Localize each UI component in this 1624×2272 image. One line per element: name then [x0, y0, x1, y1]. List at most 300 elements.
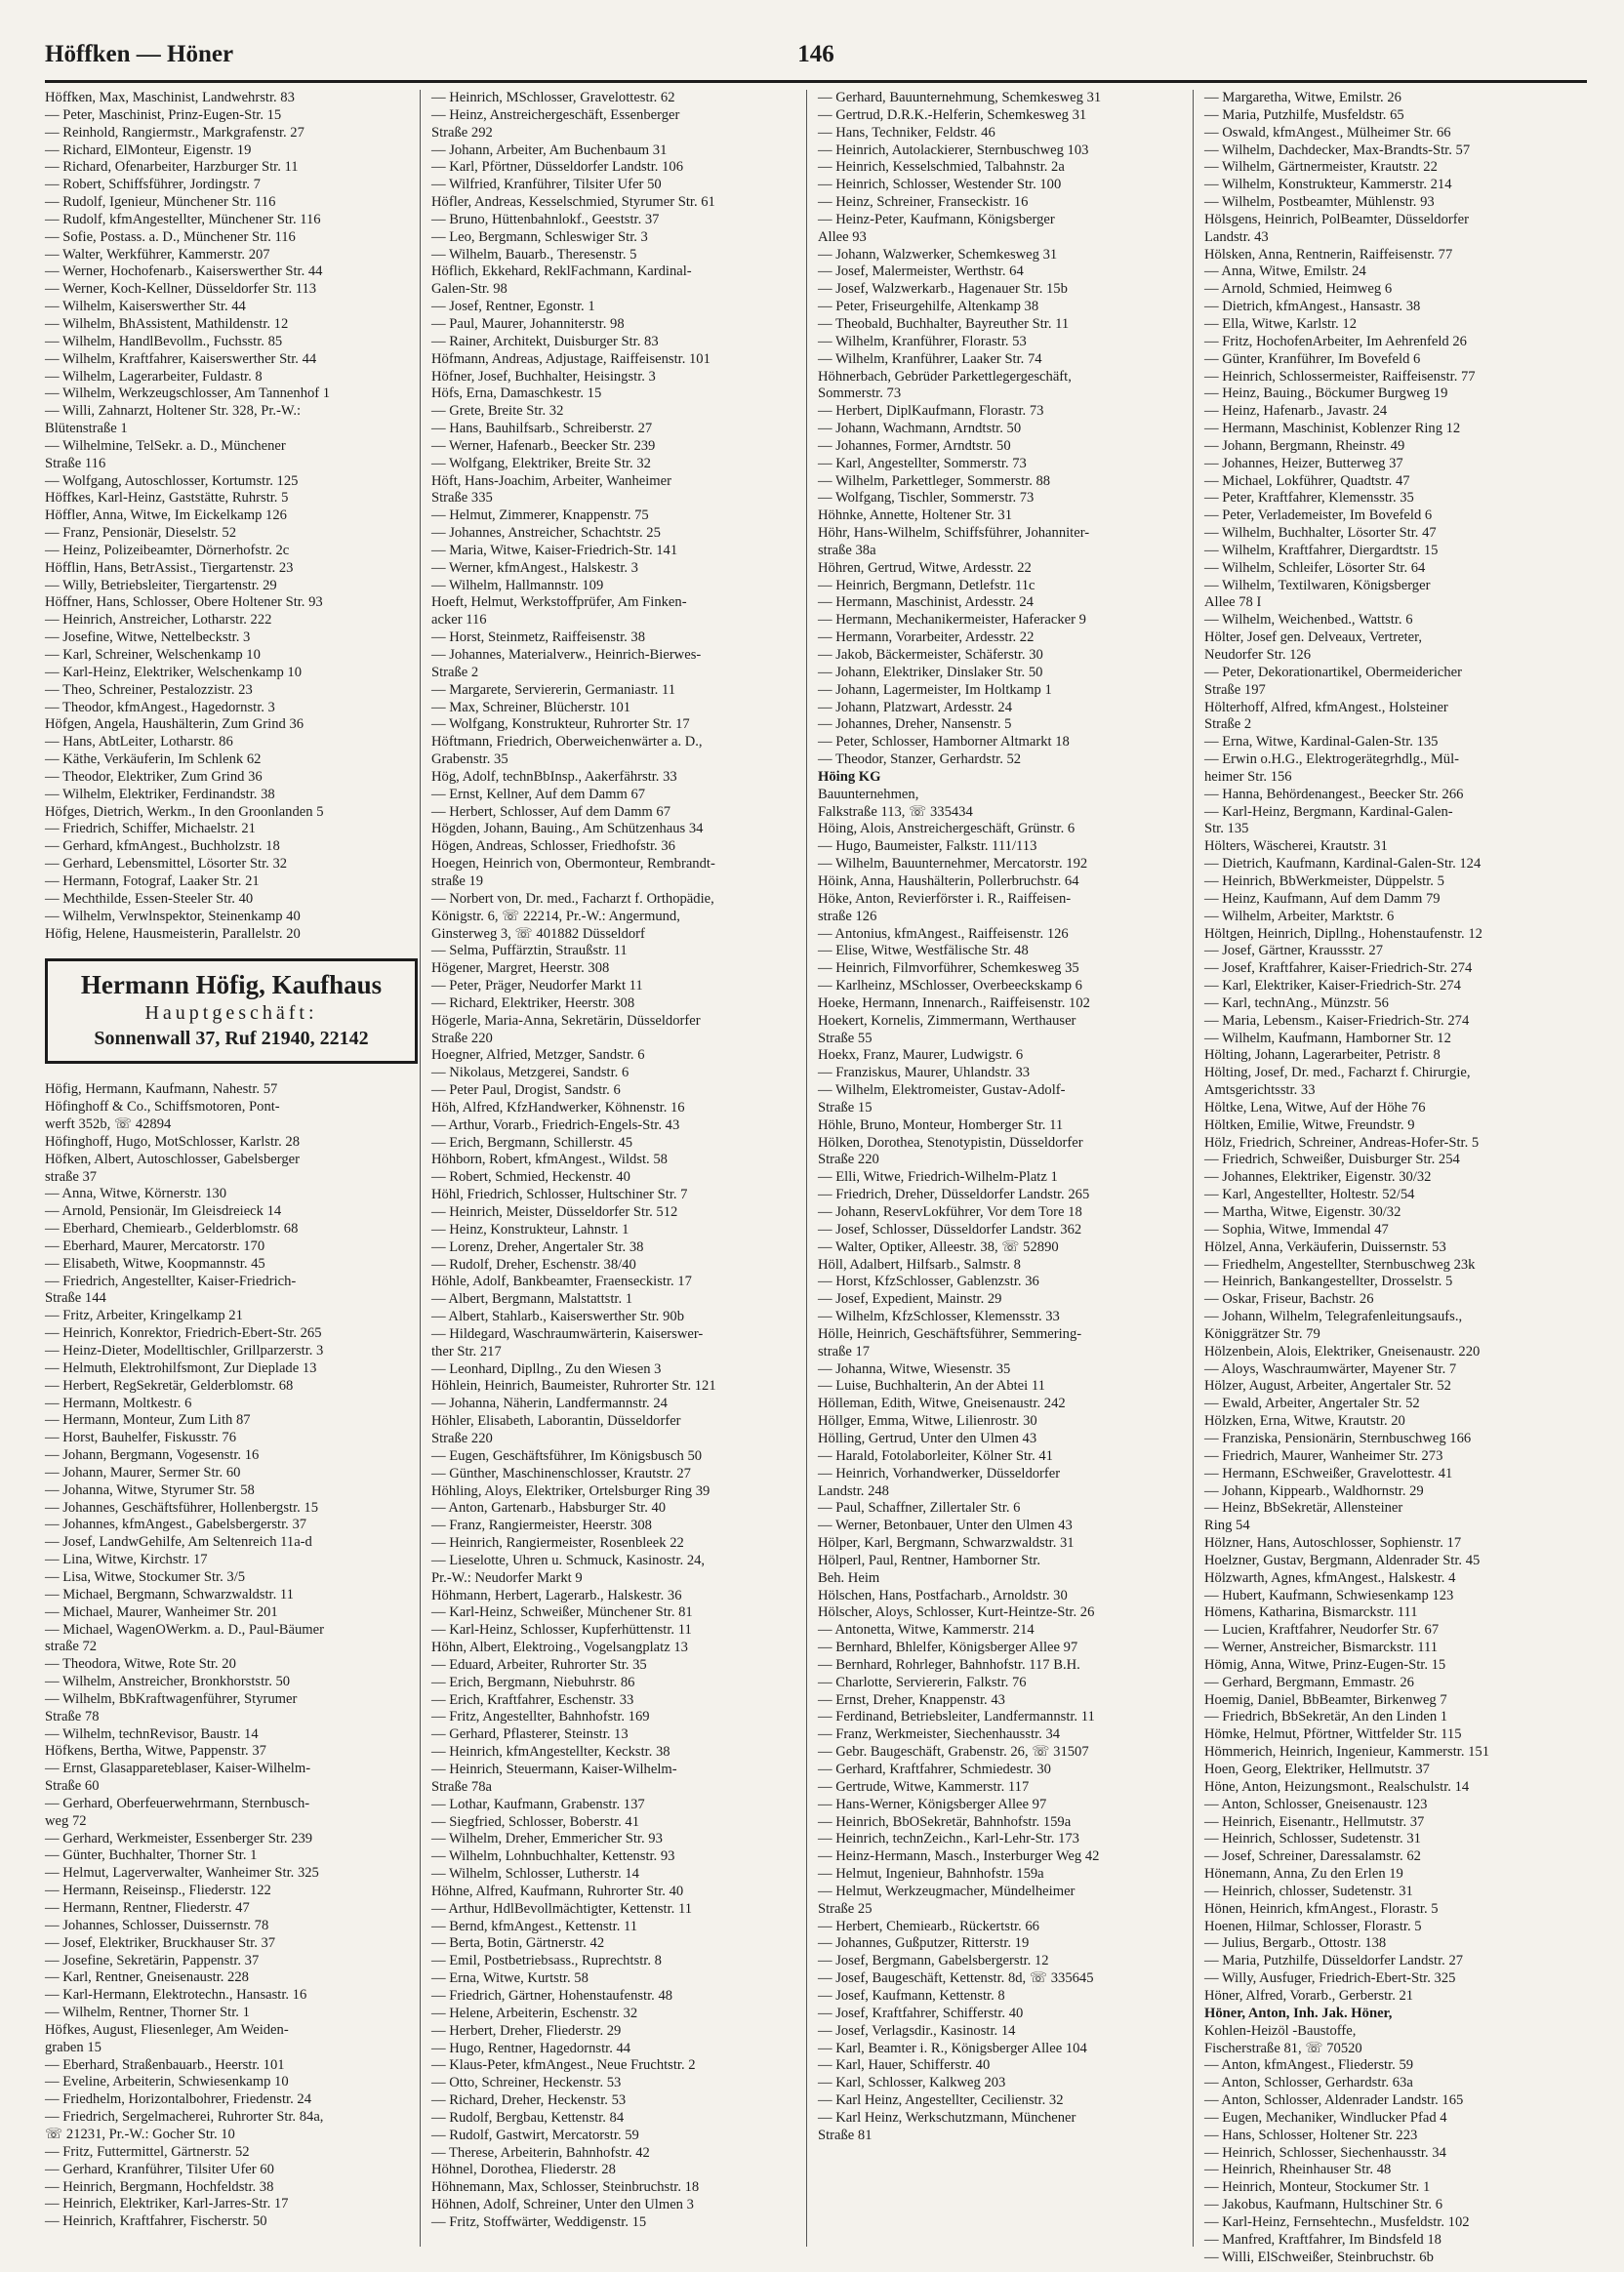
directory-entry: Hoemig, Daniel, BbBeamter, Birkenweg 7: [1204, 1691, 1447, 1708]
directory-entry: — Wilhelm, KfzSchlosser, Klemensstr. 33: [818, 1309, 1060, 1325]
directory-entry: Högener, Margret, Heerstr. 308: [431, 960, 610, 977]
directory-entry: — Johann, Kippearb., Waldhornstr. 29: [1204, 1482, 1424, 1499]
directory-entry: Höfken, Albert, Autoschlosser, Gabelsberger: [45, 1151, 300, 1167]
directory-entry: — Wolfgang, Autoschlosser, Kortumstr. 125: [45, 472, 299, 489]
directory-entry: — Wilhelm, Kaiserswerther Str. 44: [45, 299, 246, 315]
directory-entry: Högen, Andreas, Schlosser, Friedhofstr. 36: [431, 838, 675, 855]
directory-entry: — Helmut, Ingenieur, Bahnhofstr. 159a: [818, 1866, 1044, 1883]
directory-entry: — Eveline, Arbeiterin, Schwiesenkamp 10: [45, 2074, 289, 2090]
directory-entry: — Josef, Baugeschäft, Kettenstr. 8d, ☏ 335645: [818, 1970, 1094, 1987]
directory-entry: — Rudolf, Igenieur, Münchener Str. 116: [45, 194, 276, 211]
directory-entry: — Theobald, Buchhalter, Bayreuther Str. 11: [818, 315, 1070, 332]
directory-entry: Höfig, Helene, Hausmeisterin, Parallelstr. 20: [45, 925, 301, 942]
directory-entry: — Karl, Angestellter, Sommerstr. 73: [818, 455, 1027, 471]
directory-entry: — Horst, KfzSchlosser, Gablenzstr. 36: [818, 1274, 1039, 1290]
directory-entry: — Hermann, Maschinist, Ardesstr. 24: [818, 594, 1034, 611]
directory-entry: Höffner, Hans, Schlosser, Obere Holtener Str. 93: [45, 594, 323, 611]
directory-entry: Hölsgens, Heinrich, PolBeamter, Düsseldorfer: [1204, 211, 1469, 227]
directory-entry: — Gerhard, Pflasterer, Steinstr. 13: [431, 1726, 629, 1743]
directory-entry: — Ferdinand, Betriebsleiter, Landfermannstr. 11: [818, 1709, 1095, 1725]
directory-entry: — Johanna, Witwe, Styrumer Str. 58: [45, 1481, 255, 1498]
directory-entry: — Werner, Hafenarb., Beecker Str. 239: [431, 437, 656, 454]
directory-entry: Höfs, Erna, Damaschkestr. 15: [431, 385, 602, 402]
directory-entry: — Horst, Steinmetz, Raiffeisenstr. 38: [431, 629, 646, 646]
directory-entry: ther Str. 217: [431, 1343, 502, 1359]
directory-entry: — Horst, Bauhelfer, Fiskusstr. 76: [45, 1430, 237, 1446]
directory-entry: Bauunternehmen,: [818, 786, 919, 802]
directory-entry: — Erwin o.H.G., Elektrogerätegrhdlg., Mül-: [1204, 751, 1460, 768]
directory-entry: Hölting, Johann, Lagerarbeiter, Petristr. 8: [1204, 1047, 1441, 1064]
directory-entry: — Eberhard, Maurer, Mercatorstr. 170: [45, 1237, 265, 1254]
directory-entry: — Karl Heinz, Werkschutzmann, Münchener: [818, 2109, 1076, 2126]
directory-entry: Höhne, Alfred, Kaufmann, Ruhrorter Str. 40: [431, 1883, 684, 1899]
directory-entry: — Wilhelm, Schleifer, Lösorter Str. 64: [1204, 559, 1426, 576]
directory-entry: — Anna, Witwe, Körnerstr. 130: [45, 1186, 226, 1202]
directory-entry: — Wilhelm, Weichenbed., Wattstr. 6: [1204, 612, 1413, 629]
directory-entry: — Franz, Rangiermeister, Heerstr. 308: [431, 1518, 652, 1534]
directory-entry: — Johannes, Materialverw., Heinrich-Bierwes-: [431, 647, 702, 663]
directory-entry: — Johann, Walzwerker, Schemkesweg 31: [818, 246, 1058, 263]
directory-entry: Straße 144: [45, 1290, 106, 1307]
directory-entry: Höhler, Elisabeth, Laborantin, Düsseldorfer: [431, 1413, 681, 1430]
directory-entry: — Rudolf, Bergbau, Kettenstr. 84: [431, 2109, 625, 2126]
directory-entry: Königgrätzer Str. 79: [1204, 1325, 1320, 1342]
directory-entry: — Johann, Bergmann, Vogesenstr. 16: [45, 1447, 260, 1464]
directory-entry: Hölper, Karl, Bergmann, Schwarzwaldstr. 31: [818, 1535, 1075, 1552]
directory-entry: — Elisabeth, Witwe, Koopmannstr. 45: [45, 1255, 265, 1272]
directory-entry: — Heinz, BbSekretär, Allensteiner: [1204, 1500, 1403, 1517]
directory-entry: — Hermann, Maschinist, Koblenzer Ring 12: [1204, 421, 1461, 437]
directory-entry: — Bernhard, Rohrleger, Bahnhofstr. 117 B.H.: [818, 1656, 1080, 1673]
directory-entry: — Lieselotte, Uhren u. Schmuck, Kasinostr. 24,: [431, 1552, 706, 1568]
directory-entry: — Jakobus, Kaufmann, Hultschiner Str. 6: [1204, 2197, 1443, 2213]
directory-entry: — Maria, Putzhilfe, Musfeldstr. 65: [1204, 106, 1404, 123]
directory-entry: — Arthur, Vorarb., Friedrich-Engels-Str. 43: [431, 1116, 680, 1133]
directory-entry: Hölzwarth, Agnes, kfmAngest., Halskestr. 4: [1204, 1569, 1456, 1586]
directory-entry: — Erich, Bergmann, Schillerstr. 45: [431, 1134, 633, 1151]
directory-entry: — Günter, Buchhalter, Thorner Str. 1: [45, 1847, 258, 1864]
directory-entry: Högerle, Maria-Anna, Sekretärin, Düsseldorfer: [431, 1012, 701, 1029]
directory-entry: weg 72: [45, 1812, 87, 1829]
directory-entry: Höner, Anton, Inh. Jak. Höner,: [1204, 2005, 1393, 2021]
directory-entry: — Helmuth, Elektrohilfsmont, Zur Dieplade 13: [45, 1359, 317, 1376]
directory-entry: — Friedrich, Schweißer, Duisburger Str. 254: [1204, 1152, 1460, 1168]
header-rule: [45, 80, 1587, 83]
directory-entry: — Karl-Heinz, Schweißer, Münchener Str. 81: [431, 1604, 693, 1621]
directory-entry: — Heinrich, Bankangestellter, Drosselstr. 5: [1204, 1274, 1453, 1290]
directory-entry: — Johanna, Witwe, Wiesenstr. 35: [818, 1360, 1011, 1377]
directory-entry: — Wilhelm, technRevisor, Baustr. 14: [45, 1725, 259, 1742]
directory-entry: Höner, Alfred, Vorarb., Gerberstr. 21: [1204, 1987, 1414, 2004]
directory-entry: — Robert, Schmied, Heckenstr. 40: [431, 1169, 630, 1186]
directory-entry: Höflich, Ekkehard, ReklFachmann, Kardinal-: [431, 264, 692, 280]
directory-entry: — Walter, Werkführer, Kammerstr. 207: [45, 246, 270, 263]
directory-entry: — Wilhelm, BhAssistent, Mathildenstr. 12: [45, 315, 289, 332]
directory-entry: — Fritz, Stoffwärter, Weddigenstr. 15: [431, 2213, 647, 2230]
directory-entry: — Wilhelm, Schlosser, Lutherstr. 14: [431, 1866, 639, 1883]
directory-entry: — Hermann, Moltkestr. 6: [45, 1395, 192, 1411]
directory-entry: Hölzenbein, Alois, Elektriker, Gneisenaustr. 220: [1204, 1343, 1481, 1359]
directory-entry: — Heinrich, Schlosser, Westender Str. 100: [818, 177, 1062, 193]
directory-entry: — Heinrich, Vorhandwerker, Düsseldorfer: [818, 1465, 1061, 1481]
directory-entry: — Heinrich, chlosser, Sudetenstr. 31: [1204, 1883, 1413, 1899]
directory-entry: — Hans, Techniker, Feldstr. 46: [818, 124, 995, 141]
directory-entry: — Wolfgang, Elektriker, Breite Str. 32: [431, 455, 651, 471]
directory-entry: — Erich, Bergmann, Niebuhrstr. 86: [431, 1674, 635, 1690]
directory-entry: Straße 78: [45, 1708, 100, 1724]
directory-entry: Hoegner, Alfried, Metzger, Sandstr. 6: [431, 1047, 645, 1064]
directory-entry: Straße 55: [818, 1030, 873, 1046]
directory-entry: Allee 93: [818, 228, 867, 245]
directory-entry: — Arthur, HdlBevollmächtigter, Kettenstr. 11: [431, 1900, 693, 1917]
directory-entry: straße 37: [45, 1168, 98, 1185]
directory-entry: Höke, Anton, Revierförster i. R., Raiffeisen-: [818, 890, 1072, 907]
directory-entry: — Hans, Bauhilfsarb., Schreiberstr. 27: [431, 421, 653, 437]
directory-entry: — Anton, Gartenarb., Habsburger Str. 40: [431, 1500, 667, 1517]
directory-entry: Höhborn, Robert, kfmAngest., Wildst. 58: [431, 1152, 668, 1168]
directory-entry: — Johanna, Näherin, Landfermannstr. 24: [431, 1396, 668, 1412]
directory-entry: — Josef, Schreiner, Daressalamstr. 62: [1204, 1848, 1421, 1865]
directory-entry: — Heinrich, Filmvorführer, Schemkesweg 35: [818, 960, 1079, 977]
directory-entry: — Charlotte, Serviererin, Falkstr. 76: [818, 1674, 1027, 1690]
directory-entry: Hömke, Helmut, Pförtner, Wittfelder Str. 115: [1204, 1726, 1462, 1743]
directory-entry: — Johann, Wachmann, Arndtstr. 50: [818, 421, 1022, 437]
directory-entry: — Maria, Lebensm., Kaiser-Friedrich-Str. 274: [1204, 1012, 1470, 1029]
directory-entry: — Friedrich, Schiffer, Michaelstr. 21: [45, 821, 256, 837]
directory-entry: — Josef, Schlosser, Düsseldorfer Landstr. 362: [818, 1221, 1082, 1237]
directory-entry: Höfler, Andreas, Kesselschmied, Styrumer Str. 61: [431, 194, 715, 211]
directory-entry: Hölschen, Hans, Postfacharb., Arnoldstr. 30: [818, 1587, 1068, 1603]
directory-entry: — Karl, Angestellter, Holtestr. 52/54: [1204, 1187, 1415, 1203]
directory-entry: — Johannes, Former, Arndtstr. 50: [818, 437, 1011, 454]
directory-entry: — Heinz, Schreiner, Franseckistr. 16: [818, 194, 1029, 211]
directory-entry: — Heinrich, Rangiermeister, Rosenbleek 22: [431, 1535, 684, 1552]
directory-entry: — Gerhard, Lebensmittel, Lösorter Str. 32: [45, 856, 288, 872]
directory-entry: Hölleman, Edith, Witwe, Gneisenaustr. 242: [818, 1396, 1066, 1412]
directory-entry: — Heinrich, Steuermann, Kaiser-Wilhelm-: [431, 1762, 677, 1777]
directory-entry: — Willy, Ausfuger, Friedrich-Ebert-Str. 325: [1204, 1970, 1456, 1987]
directory-entry: Höhmann, Herbert, Lagerarb., Halskestr. 36: [431, 1587, 682, 1603]
directory-entry: — Emil, Postbetriebsass., Ruprechtstr. 8: [431, 1953, 662, 1969]
directory-entry: — Eugen, Mechaniker, Windlucker Pfad 4: [1204, 2109, 1447, 2126]
directory-entry: — Lisa, Witwe, Stockumer Str. 3/5: [45, 1568, 246, 1585]
directory-entry: Fischerstraße 81, ☏ 70520: [1204, 2040, 1362, 2056]
directory-entry: — Oswald, kfmAngest., Mülheimer Str. 66: [1204, 124, 1451, 141]
directory-entry: — Karl Heinz, Angestellter, Cecilienstr. 32: [818, 2092, 1064, 2109]
directory-entry: Straße 220: [431, 1430, 493, 1446]
directory-entry: — Karl-Heinz, Elektriker, Welschenkamp 10: [45, 664, 303, 680]
directory-entry: — Wilhelm, Anstreicher, Bronkhorststr. 50: [45, 1674, 291, 1690]
directory-entry: — Heinrich, Elektriker, Karl-Jarres-Str. 17: [45, 2196, 289, 2212]
directory-entry: — Wilhelm, Lagerarbeiter, Fuldastr. 8: [45, 368, 263, 385]
directory-entry: — Harald, Fotolaborleiter, Kölner Str. 41: [818, 1447, 1053, 1464]
directory-entry: — Hugo, Rentner, Hagedornstr. 44: [431, 2040, 631, 2056]
directory-entry: — Johannes, Dreher, Nansenstr. 5: [818, 716, 1012, 733]
directory-entry: — Heinz-Dieter, Modelltischler, Grillparzerstr. 3: [45, 1343, 324, 1359]
directory-entry: — Peter, Verlademeister, Im Bovefeld 6: [1204, 507, 1433, 524]
directory-entry: straße 72: [45, 1639, 98, 1655]
directory-entry: — Friedhelm, Horizontalbohrer, Friedenstr. 24: [45, 2091, 311, 2108]
directory-entry: Straße 116: [45, 455, 106, 471]
directory-entry: — Heinrich, Bergmann, Detlefstr. 11c: [818, 577, 1035, 593]
directory-entry: — Willi, ElSchweißer, Steinbruchstr. 6b: [1204, 2249, 1434, 2265]
directory-entry: — Heinrich, Schlosser, Siechenhausstr. 34: [1204, 2144, 1446, 2161]
directory-entry: — Anton, Schlosser, Aldenrader Landstr. 165: [1204, 2092, 1464, 2109]
directory-entry: — Leonhard, Dipllng., Zu den Wiesen 3: [431, 1360, 662, 1377]
directory-entry: straße 17: [818, 1343, 871, 1359]
directory-entry: Höhn, Albert, Elektroing., Vogelsangplatz 13: [431, 1640, 688, 1656]
directory-entry: — Margarete, Serviererin, Germaniastr. 11: [431, 681, 676, 698]
directory-entry: — Eberhard, Straßenbauarb., Heerstr. 101: [45, 2056, 285, 2073]
directory-entry: — Sofie, Postass. a. D., Münchener Str. 116: [45, 228, 296, 245]
directory-entry: — Dietrich, Kaufmann, Kardinal-Galen-Str. 124: [1204, 856, 1482, 872]
directory-entry: Hönemann, Anna, Zu den Erlen 19: [1204, 1866, 1403, 1883]
directory-entry: — Franz, Werkmeister, Siechenhausstr. 34: [818, 1726, 1061, 1743]
directory-entry: — Margaretha, Witwe, Emilstr. 26: [1204, 90, 1401, 105]
directory-entry: Landstr. 248: [818, 1482, 889, 1499]
directory-entry: — Martha, Witwe, Eigenstr. 30/32: [1204, 1204, 1401, 1220]
directory-entry: Hoelzner, Gustav, Bergmann, Aldenrader Str. 45: [1204, 1552, 1481, 1568]
directory-entry: — Peter, Kraftfahrer, Klemensstr. 35: [1204, 490, 1414, 507]
directory-entry: — Theodor, Elektriker, Zum Grind 36: [45, 768, 263, 785]
directory-entry: Hönen, Heinrich, kfmAngest., Florastr. 5: [1204, 1900, 1439, 1917]
directory-entry: Hölzer, August, Arbeiter, Angertaler Str. 52: [1204, 1378, 1451, 1395]
directory-entry: — Wilhelm, Lohnbuchhalter, Kettenstr. 93: [431, 1848, 675, 1865]
directory-entry: — Heinrich, Anstreicher, Lotharstr. 222: [45, 612, 272, 629]
directory-entry: Höltgen, Heinrich, Dipllng., Hohenstaufenstr. 12: [1204, 925, 1482, 942]
directory-entry: — Karlheinz, MSchlosser, Overbeeckskamp 6: [818, 978, 1082, 994]
directory-entry: Königstr. 6, ☏ 22214, Pr.-W.: Angermund,: [431, 908, 680, 924]
directory-entry: — Günther, Maschinenschlosser, Krautstr. 27: [431, 1465, 691, 1481]
directory-entry: — Helene, Arbeiterin, Eschenstr. 32: [431, 2005, 638, 2021]
directory-entry: Hoen, Georg, Elektriker, Hellmutstr. 37: [1204, 1762, 1430, 1777]
directory-entry: — Anton, kfmAngest., Fliederstr. 59: [1204, 2057, 1414, 2074]
directory-entry: — Theodor, Stanzer, Gerhardstr. 52: [818, 751, 1022, 768]
directory-entry: — Heinz-Peter, Kaufmann, Königsberger: [818, 211, 1055, 227]
directory-entry: — Wilhelm, Gärtnermeister, Krautstr. 22: [1204, 159, 1438, 176]
directory-entry: — Josef, Bergmann, Gabelsbergerstr. 12: [818, 1953, 1049, 1969]
directory-entry: — Johann, Elektriker, Dinslaker Str. 50: [818, 664, 1043, 680]
directory-entry: Höfner, Josef, Buchhalter, Heisingstr. 3: [431, 368, 656, 385]
directory-entry: Hölsken, Anna, Rentnerin, Raiffeisenstr. 77: [1204, 246, 1453, 263]
directory-entry: — Berta, Botin, Gärtnerstr. 42: [431, 1935, 605, 1952]
directory-entry: — Ella, Witwe, Karlstr. 12: [1204, 315, 1357, 332]
directory-entry: — Josef, Malermeister, Werthstr. 64: [818, 264, 1024, 280]
directory-entry: — Anna, Witwe, Emilstr. 24: [1204, 264, 1366, 280]
directory-entry: straße 126: [818, 908, 877, 924]
directory-entry: — Werner, Anstreicher, Bismarckstr. 111: [1204, 1640, 1439, 1656]
directory-entry: — Richard, ElMonteur, Eigenstr. 19: [45, 142, 252, 158]
directory-entry: — Wolfgang, Konstrukteur, Ruhrorter Str. 17: [431, 716, 690, 733]
directory-entry: straße 19: [431, 872, 484, 889]
directory-entry: — Gerhard, Werkmeister, Essenberger Str. 239: [45, 1830, 313, 1846]
directory-entry: Ring 54: [1204, 1518, 1250, 1534]
directory-entry: — Johann, Wilhelm, Telegrafenleitungsaufs.,: [1204, 1309, 1463, 1325]
directory-entry: — Hermann, Monteur, Zum Lith 87: [45, 1412, 251, 1429]
directory-entry: — Werner, Betonbauer, Unter den Ulmen 43: [818, 1518, 1073, 1534]
directory-entry: — Josef, Rentner, Egonstr. 1: [431, 299, 595, 315]
directory-entry: — Rudolf, kfmAngestellter, Münchener Str. 116: [45, 211, 321, 227]
directory-entry: — Heinrich, MSchlosser, Gravelottestr. 62: [431, 90, 675, 105]
ad-company: Hermann Höfig, Kaufhaus: [80, 970, 383, 1000]
directory-entry: — Gerhard, Bergmann, Emmastr. 26: [1204, 1674, 1414, 1690]
directory-column-3: [818, 90, 1193, 2256]
directory-entry: — Wilhelm, Kaufmann, Hamborner Str. 12: [1204, 1030, 1451, 1046]
directory-column-4: [1204, 90, 1579, 2265]
directory-entry: — Gerhard, Bauunternehmung, Schemkesweg 31: [818, 90, 1102, 105]
directory-entry: Hoekert, Kornelis, Zimmermann, Werthauser: [818, 1012, 1076, 1029]
directory-entry: — Wilhelm, Elektromeister, Gustav-Adolf-: [818, 1082, 1066, 1099]
directory-entry: Höltken, Emilie, Witwe, Freundstr. 9: [1204, 1116, 1415, 1133]
directory-entry: — Käthe, Verkäuferin, Im Schlenk 62: [45, 751, 262, 768]
directory-entry: — Josef, Kraftfahrer, Kaiser-Friedrich-Str. 274: [1204, 960, 1473, 977]
directory-entry: Höft, Hans-Joachim, Arbeiter, Wanheimer: [431, 472, 671, 489]
entry-list: [45, 1081, 420, 2231]
directory-entry: — Helmut, Zimmerer, Knappenstr. 75: [431, 507, 649, 524]
directory-entry: — Wilhelm, Konstrukteur, Kammerstr. 214: [1204, 177, 1452, 193]
directory-entry: Hölken, Dorothea, Stenotypistin, Düsseldorfer: [818, 1134, 1083, 1151]
directory-entry: — Franz, Pensionär, Dieselstr. 52: [45, 525, 236, 542]
directory-entry: — Karl, Hauer, Schifferstr. 40: [818, 2057, 991, 2074]
directory-entry: — Eduard, Arbeiter, Ruhrorter Str. 35: [431, 1656, 647, 1673]
directory-entry: straße 38a: [818, 542, 876, 558]
directory-entry: — Friedrich, Gärtner, Hohenstaufenstr. 48: [431, 1987, 673, 2004]
directory-entry: — Heinz, Hafenarb., Javastr. 24: [1204, 403, 1388, 420]
directory-entry: — Wilhelm, Arbeiter, Marktstr. 6: [1204, 908, 1395, 924]
directory-entry: — Herbert, RegSekretär, Gelderblomstr. 68: [45, 1377, 294, 1394]
directory-entry: — Robert, Schiffsführer, Jordingstr. 7: [45, 177, 261, 193]
directory-entry: — Fritz, HochofenArbeiter, Im Aehrenfeld 26: [1204, 333, 1467, 349]
directory-entry: — Heinz, Anstreichergeschäft, Essenberger: [431, 106, 680, 123]
directory-entry: — Heinrich, Meister, Düsseldorfer Str. 512: [431, 1204, 678, 1220]
directory-entry: — Otto, Schreiner, Heckenstr. 53: [431, 2075, 622, 2091]
directory-entry: Hoekx, Franz, Maurer, Ludwigstr. 6: [818, 1047, 1024, 1064]
directory-entry: — Nikolaus, Metzgerei, Sandstr. 6: [431, 1065, 629, 1081]
directory-entry: Hölter, Josef gen. Delveaux, Vertreter,: [1204, 629, 1423, 646]
directory-entry: Hölzner, Hans, Autoschlosser, Sophienstr. 17: [1204, 1535, 1462, 1552]
directory-entry: — Peter Paul, Drogist, Sandstr. 6: [431, 1082, 621, 1099]
directory-entry: — Heinz, Bauing., Böckumer Burgweg 19: [1204, 385, 1448, 402]
directory-entry: Straße 197: [1204, 681, 1266, 698]
directory-entry: — Friedrich, Angestellter, Kaiser-Friedrich-: [45, 1273, 297, 1289]
directory-entry: — Paul, Maurer, Johanniterstr. 98: [431, 315, 625, 332]
directory-entry: Hömig, Anna, Witwe, Prinz-Eugen-Str. 15: [1204, 1656, 1446, 1673]
directory-entry: — Fritz, Arbeiter, Kringelkamp 21: [45, 1308, 243, 1324]
directory-entry: — Hermann, Mechanikermeister, Haferacker 9: [818, 612, 1086, 629]
directory-entry: — Johann, Bergmann, Rheinstr. 49: [1204, 437, 1405, 454]
directory-entry: — Wilhelm, Elektriker, Ferdinandstr. 38: [45, 786, 275, 802]
directory-entry: Höllger, Emma, Witwe, Lilienrostr. 30: [818, 1413, 1037, 1430]
directory-entry: Straße 292: [431, 124, 493, 141]
directory-entry: — Heinrich, technZeichn., Karl-Lehr-Str. 173: [818, 1831, 1079, 1847]
directory-entry: Hölz, Friedrich, Schreiner, Andreas-Hofer-Str. 5: [1204, 1134, 1480, 1151]
directory-entry: — Werner, Hochofenarb., Kaiserswerther Str. 44: [45, 264, 323, 280]
directory-entry: — Karl, Pförtner, Düsseldorfer Landstr. 106: [431, 159, 683, 176]
directory-entry: Straße 335: [431, 490, 493, 507]
directory-entry: — Aloys, Waschraumwärter, Mayener Str. 7: [1204, 1360, 1457, 1377]
directory-entry: Höfges, Dietrich, Werkm., In den Groonlanden 5: [45, 803, 324, 820]
directory-entry: — Peter, Präger, Neudorfer Markt 11: [431, 978, 643, 994]
directory-entry: — Klaus-Peter, kfmAngest., Neue Fruchtstr. 2: [431, 2057, 696, 2074]
directory-entry: — Fritz, Futtermittel, Gärtnerstr. 52: [45, 2143, 250, 2160]
directory-entry: — Erna, Witwe, Kardinal-Galen-Str. 135: [1204, 734, 1439, 751]
directory-entry: — Josef, Verlagsdir., Kasinostr. 14: [818, 2022, 1016, 2039]
directory-entry: — Heinrich, Autolackierer, Sternbuschweg 103: [818, 142, 1089, 158]
directory-entry: — Heinrich, Monteur, Stockumer Str. 1: [1204, 2179, 1431, 2196]
directory-entry: — Elise, Witwe, Westfälische Str. 48: [818, 943, 1029, 959]
directory-entry: — Friedrich, Dreher, Düsseldorfer Landstr. 265: [818, 1187, 1090, 1203]
directory-entry: — Heinrich, Kraftfahrer, Fischerstr. 50: [45, 2213, 267, 2230]
directory-entry: — Heinrich, Schlosser, Sudetenstr. 31: [1204, 1831, 1421, 1847]
directory-entry: Högden, Johann, Bauing., Am Schützenhaus 34: [431, 821, 704, 837]
directory-entry: — Luise, Buchhalterin, An der Abtei 11: [818, 1378, 1045, 1395]
directory-entry: — Wilhelm, Werkzeugschlosser, Am Tannenhof 1: [45, 385, 331, 402]
directory-entry: — Hermann, Fotograf, Laaker Str. 21: [45, 872, 260, 889]
directory-column-1: [45, 90, 420, 2256]
column-divider: [1193, 90, 1194, 2247]
directory-entry: — Wilhelm, Kraftfahrer, Kaiserswerther Str. 44: [45, 350, 317, 367]
advertisement-box: [45, 958, 418, 1064]
directory-entry: — Jakob, Bäckermeister, Schäferstr. 30: [818, 647, 1043, 663]
directory-entry: — Wilhelm, BbKraftwagenführer, Styrumer: [45, 1690, 298, 1707]
directory-entry: — Herbert, Dreher, Fliederstr. 29: [431, 2022, 622, 2039]
directory-entry: — Peter, Friseurgehilfe, Altenkamp 38: [818, 299, 1039, 315]
directory-entry: — Friedrich, Maurer, Wanheimer Str. 273: [1204, 1447, 1443, 1464]
directory-entry: Galen-Str. 98: [431, 281, 508, 298]
directory-entry: — Karl, Schlosser, Kalkweg 203: [818, 2075, 1006, 2091]
directory-entry: — Wilhelm, Rentner, Thorner Str. 1: [45, 2005, 250, 2021]
directory-entry: — Richard, Ofenarbeiter, Harzburger Str. 11: [45, 159, 299, 176]
directory-entry: Höfmann, Andreas, Adjustage, Raiffeisenstr. 101: [431, 350, 710, 367]
directory-entry: Höltke, Lena, Witwe, Auf der Höhe 76: [1204, 1099, 1426, 1116]
directory-entry: — Hans, Schlosser, Holtener Str. 223: [1204, 2127, 1418, 2143]
directory-entry: — Karl, technAng., Münzstr. 56: [1204, 994, 1389, 1011]
directory-entry: — Heinrich, Kesselschmied, Talbahnstr. 2a: [818, 159, 1065, 176]
directory-entry: — Werner, kfmAngest., Halskestr. 3: [431, 559, 638, 576]
directory-entry: Hoegen, Heinrich von, Obermonteur, Rembrandt-: [431, 856, 715, 872]
directory-entry: — Wilhelm, Kranführer, Florastr. 53: [818, 333, 1027, 349]
directory-entry: — Siegfried, Schlosser, Boberstr. 41: [431, 1813, 640, 1830]
directory-entry: — Josef, Kraftfahrer, Schifferstr. 40: [818, 2005, 1024, 2021]
directory-entry: — Anton, Schlosser, Gneisenaustr. 123: [1204, 1796, 1428, 1812]
directory-entry: — Peter, Maschinist, Prinz-Eugen-Str. 15: [45, 106, 282, 123]
directory-entry: — Helmut, Werkzeugmacher, Mündelheimer: [818, 1883, 1076, 1899]
directory-entry: Höhl, Friedrich, Schlosser, Hultschiner Str. 7: [431, 1187, 688, 1203]
directory-entry: — Anton, Schlosser, Gerhardstr. 63a: [1204, 2075, 1413, 2091]
directory-entry: — Theodora, Witwe, Rote Str. 20: [45, 1656, 236, 1673]
directory-entry: — Heinz, Konstrukteur, Lahnstr. 1: [431, 1221, 629, 1237]
directory-entry: — Michael, Bergmann, Schwarzwaldstr. 11: [45, 1586, 294, 1603]
directory-column-2: [431, 90, 806, 2256]
directory-entry: — Friedrich, BbSekretär, An den Linden 1: [1204, 1709, 1448, 1725]
directory-entry: — Karl, Rentner, Gneisenaustr. 228: [45, 1969, 249, 1986]
directory-entry: — Wilhelmine, TelSekr. a. D., Münchener: [45, 437, 286, 454]
directory-entry: — Gebr. Baugeschäft, Grabenstr. 26, ☏ 31507: [818, 1744, 1089, 1761]
directory-entry: Hölterhoff, Alfred, kfmAngest., Holsteiner: [1204, 699, 1448, 715]
directory-entry: Höfinghoff & Co., Schiffsmotoren, Pont-: [45, 1099, 280, 1116]
directory-entry: — Peter, Dekorationartikel, Obermeidericher: [1204, 664, 1463, 680]
directory-entry: — Wilhelm, Hallmannstr. 109: [431, 577, 604, 593]
directory-entry: Amtsgerichtsstr. 33: [1204, 1082, 1316, 1099]
directory-entry: — Johann, Arbeiter, Am Buchenbaum 31: [431, 142, 668, 158]
directory-entry: Blütenstraße 1: [45, 421, 128, 437]
directory-entry: Ginsterweg 3, ☏ 401882 Düsseldorf: [431, 925, 645, 942]
directory-entry: — Michael, Maurer, Wanheimer Str. 201: [45, 1603, 278, 1620]
column-divider: [420, 90, 421, 2247]
directory-entry: Hoeke, Hermann, Innenarch., Raiffeisenstr. 102: [818, 994, 1090, 1011]
directory-entry: — Julius, Bergarb., Ottostr. 138: [1204, 1935, 1387, 1952]
directory-entry: — Max, Schreiner, Blücherstr. 101: [431, 699, 631, 715]
